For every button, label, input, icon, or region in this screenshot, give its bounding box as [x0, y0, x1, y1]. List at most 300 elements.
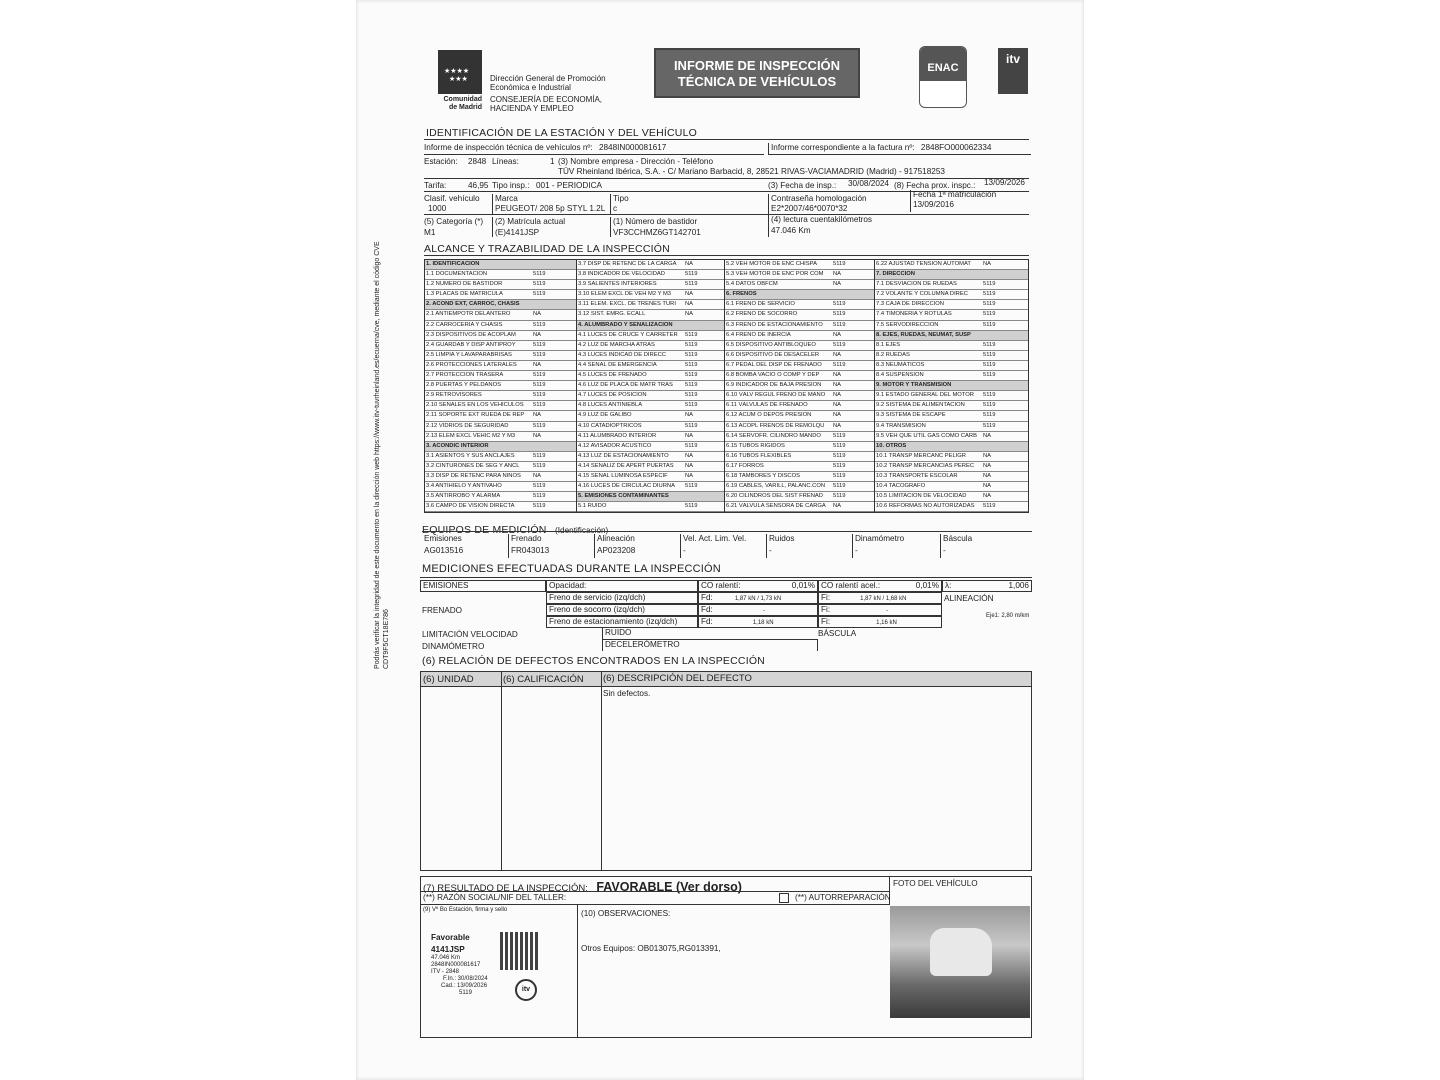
- checklist-item-label: 6.6 DISPOSITIVO DE DESACELER: [726, 351, 820, 358]
- checklist-item-code: NA: [983, 452, 992, 459]
- checklist-item-label: 10. OTROS: [876, 442, 907, 449]
- checklist-item-label: 4.4 SEÑAL DE EMERGENCIA: [578, 361, 657, 368]
- checklist-row: [875, 411, 1028, 421]
- company-label: (3) Nombre empresa - Dirección - Teléfono: [558, 157, 714, 166]
- class-label: Clasif. vehículo: [424, 194, 480, 203]
- checklist-item-code: 5119: [983, 392, 996, 399]
- checklist-item-label: 6.19 CABLES, VARILL, PALANC.CON: [726, 483, 826, 490]
- checklist-column: [425, 260, 577, 512]
- checklist-row: [725, 462, 875, 472]
- checklist-item-code: NA: [533, 472, 542, 479]
- checklist-item-code: NA: [533, 412, 542, 419]
- checklist-row: [725, 411, 875, 421]
- inspection-document: [356, 0, 1084, 1080]
- plate: (E)4141JSP: [495, 228, 540, 237]
- stamp-inspection-date: F.In.: 30/08/2024: [443, 976, 488, 982]
- type-cell: [610, 194, 629, 214]
- checklist-item-code: 5119: [833, 261, 846, 267]
- equipment-cell: [940, 534, 1032, 558]
- emergency-brake-fi-value: -: [886, 608, 889, 614]
- checklist-row: [875, 432, 1028, 442]
- checklist-item-code: 5119: [533, 281, 546, 288]
- region-name: [436, 96, 482, 112]
- checklist-row: [577, 391, 725, 401]
- insp-type-label: Tipo insp.:: [492, 181, 530, 190]
- checklist-item-code: NA: [833, 503, 842, 510]
- checklist-item-label: 9. MOTOR Y TRANSMISIÓN: [876, 382, 952, 389]
- background-left: [0, 0, 356, 1080]
- checklist-item-code: 5119: [685, 422, 698, 429]
- checklist-item-label: 6.11 VÁLVULAS DE FRENADO: [726, 402, 808, 409]
- checklist-item-label: 1. IDENTIFICACIÓN: [426, 261, 480, 267]
- checklist-item-code: NA: [685, 412, 694, 419]
- checklist-item-label: 4.8 LUCES ANTINIEBLA: [578, 402, 643, 409]
- report-number-row: [424, 143, 764, 155]
- checklist-row: [725, 300, 875, 310]
- checklist-row: [577, 381, 725, 391]
- checklist-item-label: 1.1 DOCUMENTACIÓN: [426, 271, 488, 278]
- checklist-item-code: NA: [533, 361, 542, 368]
- checklist-item-code: NA: [685, 462, 694, 469]
- equipment-table: [422, 531, 1032, 558]
- braking-label: FRENADO: [422, 606, 463, 615]
- checklist-row: [577, 341, 725, 351]
- checklist-row: [725, 260, 875, 270]
- dynamometer-label: DINAMÓMETRO: [422, 642, 485, 651]
- checklist-item-label: 5.2 VEH MOTOR DE ENC CHISPA: [726, 261, 817, 267]
- checklist-section: [875, 381, 1028, 391]
- checklist-item-label: 3.9 SALIENTES INTERIORES: [578, 281, 657, 288]
- equipment-label: Dinamómetro: [855, 534, 905, 543]
- checklist-item-label: 10.2 TRANSP MERCANCÍAS PEREC: [876, 462, 975, 469]
- checklist-item-code: NA: [685, 432, 694, 439]
- checklist-item-label: 10.6 REFORMAS NO AUTORIZADAS: [876, 503, 975, 510]
- checklist-row: [725, 472, 875, 482]
- checklist-item-code: NA: [983, 493, 992, 500]
- checklist-row: [577, 452, 725, 462]
- checklist-item-label: 3.1 ASIENTOS Y SUS ANCLAJES: [426, 452, 515, 459]
- checklist-column: [875, 260, 1028, 512]
- checklist-row: [875, 341, 1028, 351]
- checklist-item-label: 7.1 DESVIACIÓN DE RUEDAS: [876, 281, 957, 288]
- equipment-value: AG013516: [424, 546, 464, 555]
- category-cell: [424, 217, 483, 238]
- itv-logo-text: itv: [1005, 52, 1020, 66]
- checklist-item-code: 5119: [833, 493, 846, 500]
- checklist-item-label: 3.6 CAMPO DE VISIÓN DIRECTA: [426, 503, 515, 510]
- checklist-row: [725, 422, 875, 432]
- equipment-cell: [766, 534, 852, 558]
- defects-text: Sin defectos.: [603, 689, 651, 698]
- checklist-section: [425, 442, 577, 452]
- car-image: [930, 928, 992, 976]
- checklist-item-code: 5119: [983, 341, 996, 348]
- itv-stamp-logo: [515, 979, 537, 1001]
- checklist-item-label: 6.20 CILINDROS DEL SIST FRENAD: [726, 493, 823, 500]
- checklist-item-label: 6.5 DISPOSITIVO ANTIBLOQUEO: [726, 341, 816, 348]
- checklist-row: [725, 280, 875, 290]
- checklist-row: [875, 502, 1028, 512]
- checklist-row: [725, 492, 875, 502]
- measurements-table: [420, 577, 1032, 651]
- equipment-label: Báscula: [943, 534, 973, 543]
- checklist-item-code: 5119: [983, 281, 996, 288]
- checklist-item-code: NA: [685, 472, 694, 479]
- odometer-cell: [768, 215, 872, 237]
- checklist-item-code: NA: [685, 261, 694, 267]
- checklist-row: [425, 371, 577, 381]
- lambda-label: λ:: [945, 581, 952, 590]
- insp-type: 001 - PERIODICA: [536, 181, 602, 190]
- defects-table: [420, 671, 1032, 871]
- checklist-item-label: 2.11 SOPORTE EXT RUEDA DE REP: [426, 412, 525, 419]
- checklist-item-label: 3.10 ELEM EXCL DE VEH M2 Y M3: [578, 291, 672, 298]
- checklist-section: [875, 442, 1028, 452]
- checklist-item-code: 5119: [533, 351, 546, 358]
- checklist-row: [425, 391, 577, 401]
- checklist-item-label: 4.13 LUZ DE ESTACIONAMIENTO: [578, 452, 669, 459]
- scale-label: BÁSCULA: [818, 629, 857, 638]
- checklist-item-label: 8.3 NEUMÁTICOS: [876, 361, 925, 368]
- stamp-itv: ITV - 2848: [431, 969, 460, 975]
- checklist-row: [577, 472, 725, 482]
- checklist-item-code: 5119: [833, 442, 846, 449]
- checklist-item-code: 5119: [685, 503, 698, 510]
- checklist-row: [875, 280, 1028, 290]
- fd-label: Fd:: [701, 593, 713, 602]
- stamp-code: 5119: [459, 990, 472, 996]
- checklist-item-label: 4.14 SEÑALIZ DE APERT PUERTAS: [578, 462, 674, 469]
- checklist-row: [725, 482, 875, 492]
- checklist-row: [425, 492, 577, 502]
- checklist-item-label: 3.8 INDICADOR DE VELOCIDAD: [578, 271, 665, 278]
- checklist-item-code: 5119: [983, 372, 996, 379]
- checklist-item-code: NA: [983, 483, 992, 490]
- equipment-cell: [422, 534, 508, 558]
- checklist-item-code: 5119: [685, 351, 698, 358]
- vin-label: (1) Número de bastidor: [613, 217, 698, 226]
- checklist-item-code: NA: [833, 271, 842, 278]
- checklist-item-label: 3.11 ELEM. EXCL. DE TRENES TURI: [578, 301, 676, 308]
- checklist-item-code: 5119: [533, 402, 546, 409]
- equipment-label: Vel. Act. Lim. Vel.: [683, 534, 747, 543]
- checklist-item-label: 6.15 TUBOS RÍGIDOS: [726, 442, 785, 449]
- checklist-item-code: 5119: [685, 331, 698, 338]
- checklist-item-code: 5119: [833, 311, 846, 318]
- checklist-item-label: 6.8 BOMBA VACÍO O COMP Y DEP: [726, 372, 820, 379]
- checklist-item-code: NA: [685, 452, 694, 459]
- identification-title: IDENTIFICACIÓN DE LA ESTACIÓN Y DEL VEHÍCULO: [426, 127, 697, 139]
- checklist-item-label: 2.13 ELEM EXCL VEHIC M2 Y M3: [426, 432, 516, 439]
- checklist-section: [425, 300, 577, 310]
- checklist-item-label: 6.17 FORROS: [726, 462, 764, 469]
- checklist-item-code: 5119: [533, 493, 546, 500]
- type: c: [613, 204, 618, 213]
- checklist-section: [725, 290, 875, 300]
- fd-label: Fd:: [701, 617, 713, 626]
- checklist-row: [875, 462, 1028, 472]
- co-accel-value: 0,01%: [915, 581, 939, 590]
- checklist-item-label: 4.16 LUCES DE CIRCULAC DIURNA: [578, 483, 675, 490]
- checklist-item-code: 5119: [833, 462, 846, 469]
- checklist-item-label: 4.3 LUCES INDICAD DE DIRECC: [578, 351, 666, 358]
- checklist-row: [875, 401, 1028, 411]
- checklist-item-code: 5119: [833, 472, 846, 479]
- equipment-value: -: [683, 546, 686, 555]
- checklist-item-label: 6.10 VÁLV REGUL FRENO DE MANO: [726, 392, 826, 399]
- checklist-item-label: 6.22 AJUSTAD TENSIÓN AUTOMAT: [876, 261, 971, 267]
- checklist-row: [577, 270, 725, 280]
- equipment-value: -: [943, 546, 946, 555]
- checklist-section: [875, 270, 1028, 280]
- checklist-item-code: 5119: [833, 301, 846, 308]
- checklist-item-code: NA: [983, 261, 992, 267]
- checklist-item-label: 8.4 SUSPENSIÓN: [876, 372, 924, 379]
- checklist-row: [725, 432, 875, 442]
- checklist-item-label: 6.21 VÁLVULA SENSORA DE CARGA: [726, 503, 826, 510]
- emissions-label: EMISIONES: [420, 580, 546, 592]
- itv-stamp-text: itv: [521, 986, 531, 993]
- parking-brake-fi: [818, 616, 942, 628]
- checklist-row: [875, 371, 1028, 381]
- checklist-section: [425, 260, 577, 270]
- checklist-item-code: 5119: [533, 291, 546, 298]
- result-label: (7) RESULTADO DE LA INSPECCIÓN:: [423, 883, 588, 894]
- checklist-item-code: NA: [983, 462, 992, 469]
- fi-label: Fi:: [821, 593, 831, 602]
- checklist-item-code: 5119: [983, 311, 996, 318]
- stamp-expiry-date: Cad.: 13/09/2026: [441, 983, 488, 989]
- checklist-item-code: NA: [533, 311, 542, 318]
- checklist-item-code: NA: [533, 331, 542, 338]
- qr-code: [500, 932, 538, 970]
- equipment-value: -: [855, 546, 858, 555]
- checklist-item-label: 2.8 PUERTAS Y PELDAÑOS: [426, 382, 501, 389]
- checklist-item-code: 5119: [685, 361, 698, 368]
- equipment-cell: [594, 534, 680, 558]
- opacity-label: Opacidad:: [546, 580, 698, 592]
- checklist-item-code: 5119: [983, 321, 996, 328]
- equipment-value: AP023208: [597, 546, 636, 555]
- homologation: E2*2007/46*0070*32: [771, 204, 848, 213]
- checklist-row: [425, 321, 577, 331]
- checklist-row: [425, 462, 577, 472]
- checklist-row: [577, 260, 725, 270]
- checklist-item-label: 7.4 TIMONERÍA Y RÓTULAS: [876, 311, 952, 318]
- odometer: 47.046 Km: [771, 226, 811, 235]
- co-idle-label: CO ralentí:: [701, 581, 741, 590]
- checklist-item-code: NA: [983, 432, 992, 439]
- checklist-item-label: 2.1 ANTIEMPOTR DELANTERO: [426, 311, 511, 318]
- parking-brake-fd: [698, 616, 818, 628]
- checklist-item-code: NA: [685, 291, 694, 298]
- region-name-1: Comunidad: [443, 96, 482, 103]
- checklist-row: [577, 290, 725, 300]
- checklist-row: [425, 482, 577, 492]
- checklist-row: [875, 472, 1028, 482]
- department-block: [490, 74, 606, 113]
- department-line-4: HACIENDA Y EMPLEO: [490, 104, 574, 113]
- checklist-item-label: 6.4 FRENO DE INERCIA: [726, 331, 791, 338]
- equipment-value: FR043013: [511, 546, 550, 555]
- madrid-flag-logo: ★★★★ ★★★: [438, 50, 482, 94]
- checklist-row: [577, 300, 725, 310]
- checklist-row: [425, 341, 577, 351]
- checklist-item-code: 5119: [533, 503, 546, 510]
- checklist-item-code: 5119: [685, 442, 698, 449]
- self-repair-label: (**) AUTORREPARACIÓN: [795, 893, 891, 902]
- tariff-label: Tarifa:: [424, 181, 447, 190]
- checklist-item-label: 4.11 ALUMBRADO INTERIOR: [578, 432, 657, 439]
- checklist-item-label: 5.1 RUIDO: [578, 503, 607, 510]
- station-stamp: [431, 933, 501, 997]
- checklist-item-code: 5119: [685, 382, 698, 389]
- checklist-row: [425, 472, 577, 482]
- checklist-item-label: 4.12 AVISADOR ACÚSTICO: [578, 442, 652, 449]
- service-brake-fd: [698, 592, 818, 604]
- equipment-value: -: [769, 546, 772, 555]
- checklist-item-label: 1.2 NÚMERO DE BASTIDOR: [426, 281, 503, 288]
- class: 1000: [428, 204, 447, 213]
- checklist-item-code: 5119: [833, 361, 846, 368]
- insp-date-label: (3) Fecha de insp.:: [768, 181, 837, 190]
- homologation-label: Contraseña homologación: [771, 194, 867, 203]
- checklist-row: [725, 270, 875, 280]
- speed-limit-label: LIMITACIÓN VELOCIDAD: [422, 630, 518, 639]
- brand: PEUGEOT/ 208 5p STYL 1.2L: [495, 204, 606, 213]
- enac-logo: [919, 46, 967, 108]
- checklist-item-label: 6. FRENOS: [726, 291, 757, 298]
- vin-cell: [610, 217, 701, 237]
- checklist-row: [577, 361, 725, 371]
- checklist-item-label: 4.5 LUCES DE FRENADO: [578, 372, 647, 379]
- checklist-item-code: 5119: [533, 392, 546, 399]
- category-label: (5) Categoría (*): [424, 217, 484, 226]
- checklist-row: [425, 452, 577, 462]
- checklist-item-label: 2.3 DISPOSITIVOS DE ACOPLAM: [426, 331, 516, 338]
- checklist-item-code: NA: [833, 412, 842, 419]
- decelerometer-label: DECELERÓMETRO: [602, 640, 818, 651]
- insp-date: 30/08/2024: [848, 179, 889, 188]
- checklist-item-label: 2.12 VIDRIOS DE SEGURIDAD: [426, 422, 509, 429]
- checklist-item-label: 5.4 DATOS OBFCM: [726, 281, 778, 288]
- checklist-item-label: 8.1 EJES: [876, 341, 901, 348]
- checklist-item-label: 2. ACOND EXT, CARROC, CHASIS: [426, 301, 520, 308]
- checklist-row: [725, 310, 875, 320]
- checklist-item-label: 2.9 RETROVISORES: [426, 392, 482, 399]
- checklist-item-label: 8.2 RUEDAS: [876, 351, 910, 358]
- parking-brake-fd-value: 1,18 kN: [752, 620, 774, 626]
- checklist-item-label: 2.2 CARROCERÍA Y CHASIS: [426, 321, 503, 328]
- checklist-item-label: 3.5 ANTIRROBO Y ALARMA: [426, 493, 501, 500]
- checklist-row: [725, 502, 875, 512]
- checklist-row: [577, 280, 725, 290]
- background-right: [1084, 0, 1440, 1080]
- checklist-row: [725, 391, 875, 401]
- measurements-title: MEDICIONES EFECTUADAS DURANTE LA INSPECCIÓN: [422, 563, 721, 575]
- checklist-item-label: 9.1 ESTADO GENERAL DEL MOTOR: [876, 392, 974, 399]
- station: 2848: [468, 157, 487, 166]
- checklist-item-label: 3.2 CINTURONES DE SEG Y ANCL: [426, 462, 520, 469]
- invoice-number-row: [768, 143, 1031, 155]
- checklist-item-label: 6.1 FRENO DE SERVICIO: [726, 301, 795, 308]
- checklist-row: [725, 331, 875, 341]
- service-brake-fi: [818, 592, 942, 604]
- co-accel-label: CO ralentí acel.:: [821, 581, 881, 590]
- department-line-1: Dirección General de Promoción: [490, 74, 606, 83]
- equipment-title: EQUIPOS DE MEDICIÓN: [422, 524, 547, 536]
- station-stamp-label: (9) Vº Bo Estación, firma y sello: [423, 907, 508, 913]
- equipment-cell: [852, 534, 940, 558]
- checklist-item-label: 10.4 TACÓGRAFO: [876, 483, 926, 490]
- equipment-label: Frenado: [511, 534, 542, 543]
- fd-label: Fd:: [701, 605, 713, 614]
- defects-unit-header: (6) UNIDAD: [423, 674, 474, 685]
- equipment-label: Ruidos: [769, 534, 795, 543]
- lambda-value: 1,006: [1008, 581, 1029, 590]
- checklist-item-label: 4.1 LUCES DE CRUCE Y CARRETER: [578, 331, 678, 338]
- checklist-item-label: 2.6 PROTECCIONES LATERALES: [426, 361, 517, 368]
- observations: Otros Equipos: OB013075,RG013391,: [581, 944, 721, 953]
- checklist-item-label: 6.16 TUBOS FLEXIBLES: [726, 452, 792, 459]
- stamp-report: 2848IN000081617: [431, 962, 481, 968]
- checklist-item-code: NA: [833, 422, 842, 429]
- checklist-section: [577, 492, 725, 502]
- checklist-item-code: 5119: [533, 422, 546, 429]
- checklist-row: [425, 280, 577, 290]
- checklist-row: [725, 351, 875, 361]
- side-verification-note: Podrás verificar la integridad de este documento en la dirección web https://www.itv-tuvrheinland.es/ecuerna/cve, mediante el código CVE CDT9F5CT18E786: [374, 241, 390, 669]
- checklist-item-label: 9.4 TRANSMISIÓN: [876, 422, 926, 429]
- checklist-item-label: 9.2 SISTEMA DE ALIMENTACIÓN: [876, 402, 965, 409]
- service-brake-fi-value: 1,87 kN / 1,68 kN: [860, 596, 907, 602]
- self-repair-checkbox[interactable]: [779, 893, 789, 903]
- checklist-item-label: 6.14 SERVOFR. CILINDRO MANDO: [726, 432, 821, 439]
- checklist-item-label: 4. ALUMBRADO Y SEÑALIZACIÓN: [578, 321, 673, 328]
- co-idle-cell: [698, 580, 818, 592]
- itv-logo: [998, 48, 1028, 94]
- enac-logo-text: ENAC: [920, 47, 966, 81]
- checklist-item-label: 6.9 INDICADOR DE BAJA PRESIÓN: [726, 382, 822, 389]
- checklist-column: [725, 260, 875, 512]
- checklist-item-code: NA: [833, 331, 842, 338]
- category: M1: [424, 228, 436, 237]
- checklist-item-code: 5119: [533, 271, 546, 278]
- checklist-row: [577, 482, 725, 492]
- checklist-item-code: 5119: [833, 432, 846, 439]
- checklist-item-label: 2.7 PROTECCIÓN TRASERA: [426, 372, 504, 379]
- checklist-item-label: 7. DIRECCIÓN: [876, 271, 915, 278]
- checklist-row: [725, 371, 875, 381]
- checklist-row: [425, 502, 577, 512]
- checklist-row: [577, 331, 725, 341]
- checklist-item-code: 5119: [833, 321, 846, 328]
- checklist-item-code: 5119: [533, 372, 546, 379]
- checklist-item-label: 6.2 FRENO DE SOCORRO: [726, 311, 798, 318]
- checklist-item-label: 6.12 ACUM O DEPÓS PRESIÓN: [726, 412, 812, 419]
- checklist-item-label: 10.5 LIMITACIÓN DE VELOCIDAD: [876, 493, 967, 500]
- checklist-item-code: NA: [685, 301, 694, 308]
- service-brake-fd-value: 1,87 kN / 1,73 kN: [734, 596, 782, 602]
- checklist-item-code: 5119: [685, 483, 698, 490]
- checklist-item-label: 4.9 LUZ DE GÁLIBO: [578, 412, 632, 419]
- fi-label: Fi:: [821, 605, 831, 614]
- stamp-km: 47.046 Km: [431, 955, 461, 961]
- checklist-item-code: NA: [833, 351, 842, 358]
- fi-label: Fi:: [821, 617, 831, 626]
- checklist-row: [875, 452, 1028, 462]
- homologation-cell: [768, 194, 867, 214]
